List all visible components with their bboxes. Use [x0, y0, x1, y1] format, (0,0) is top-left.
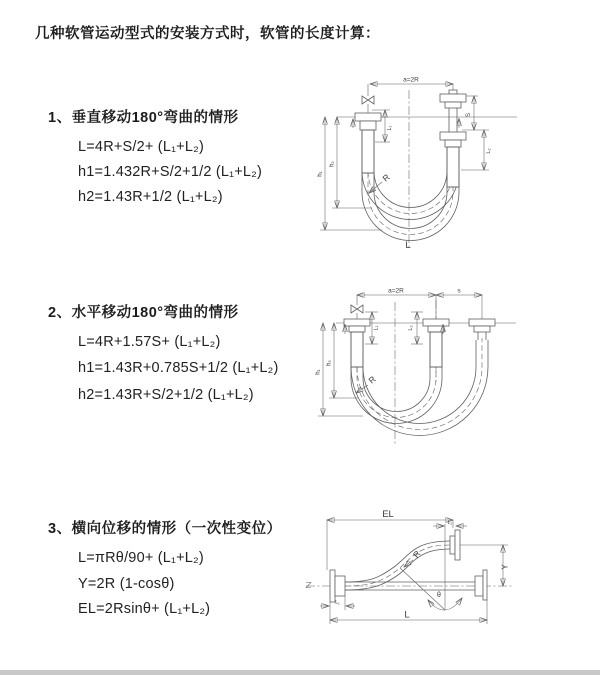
diagram-horizontal-180-bend: [308, 282, 600, 454]
dim-label-l2: L₂: [447, 520, 453, 526]
section-2-heading: 2、水平移动180°弯曲的情形: [48, 305, 239, 321]
section-1-formula-L: L=4R+S/2+ (L₁+L₂): [78, 139, 204, 155]
dim-label-l2: L₂: [486, 148, 492, 154]
hose-arcs: [351, 338, 488, 436]
section-1-formula-h2: h2=1.43R+1/2 (L₁+L₂): [78, 189, 223, 205]
dimension-lines: [320, 520, 508, 624]
radius-label: R: [410, 548, 423, 560]
dim-label-l1: L₁: [373, 325, 380, 331]
dim-label-s: s: [457, 287, 461, 295]
valve-symbol: [351, 295, 363, 319]
right-flange: [475, 570, 487, 600]
dim-label-a2r: a=2R: [388, 287, 404, 295]
length-label: L: [404, 609, 410, 621]
dim-label-el: EL: [382, 509, 394, 520]
dim-label-a2r: a=2R: [403, 76, 419, 84]
length-label: L: [405, 240, 411, 251]
diagram-lateral-displacement: [300, 498, 600, 648]
centerline-break-mark: [306, 583, 311, 588]
section-3-heading: 3、横向位移的情形（一次性变位）: [48, 521, 282, 537]
dim-label-s: S: [466, 112, 472, 118]
section-1-heading: 1、垂直移动180°弯曲的情形: [48, 110, 239, 126]
dim-label-h1: h₁: [315, 369, 322, 375]
dim-label-h2: h₂: [329, 161, 336, 167]
section-3-formula-L: L=πRθ/90+ (L₁+L₂): [78, 550, 204, 566]
page-title: 几种软管运动型式的安装方式时，软管的长度计算：: [35, 26, 380, 42]
displaced-hose-curve: [345, 541, 450, 590]
dim-label-h2: h₂: [326, 360, 333, 366]
dimension-lines: [317, 84, 489, 230]
left-hose-fitting: [344, 319, 370, 367]
section-1-formula-h1: h1=1.432R+S/2+1/2 (L₁+L₂): [78, 164, 263, 180]
radius-label: R: [366, 373, 378, 386]
dim-label-l2: L₂: [408, 325, 414, 331]
section-3-formula-EL: EL=2Rsinθ+ (L₁+L₂): [78, 601, 211, 617]
right-hose-fitting: [440, 84, 466, 187]
section-2-formula-h1: h1=1.43R+0.785S+1/2 (L₁+L₂): [78, 360, 279, 376]
dim-label-y: Y: [500, 564, 510, 570]
top-flange: [450, 530, 460, 560]
page-bottom-edge: [0, 670, 600, 675]
left-hose-fitting: [353, 113, 381, 173]
section-2-formula-h2: h2=1.43R+S/2+1/2 (L₁+L₂): [78, 387, 254, 403]
left-flange: [330, 570, 345, 602]
section-3-formula-Y: Y=2R (1-cosθ): [78, 576, 175, 592]
dimension-lines: [315, 295, 482, 416]
dim-label-h1: h₁: [317, 171, 324, 177]
section-2-formula-L: L=4R+1.57S+ (L₁+L₂): [78, 334, 221, 350]
valve-symbol: [362, 84, 374, 113]
radius-label: R: [380, 171, 392, 184]
middle-hose-fitting: [423, 295, 449, 367]
right-hose-fitting: [469, 295, 495, 340]
diagram-vertical-180-bend: [312, 70, 600, 260]
theta-label: θ: [437, 592, 441, 599]
dim-label-l1: L₁: [335, 600, 340, 606]
dim-label-l1: L₁: [387, 125, 393, 131]
